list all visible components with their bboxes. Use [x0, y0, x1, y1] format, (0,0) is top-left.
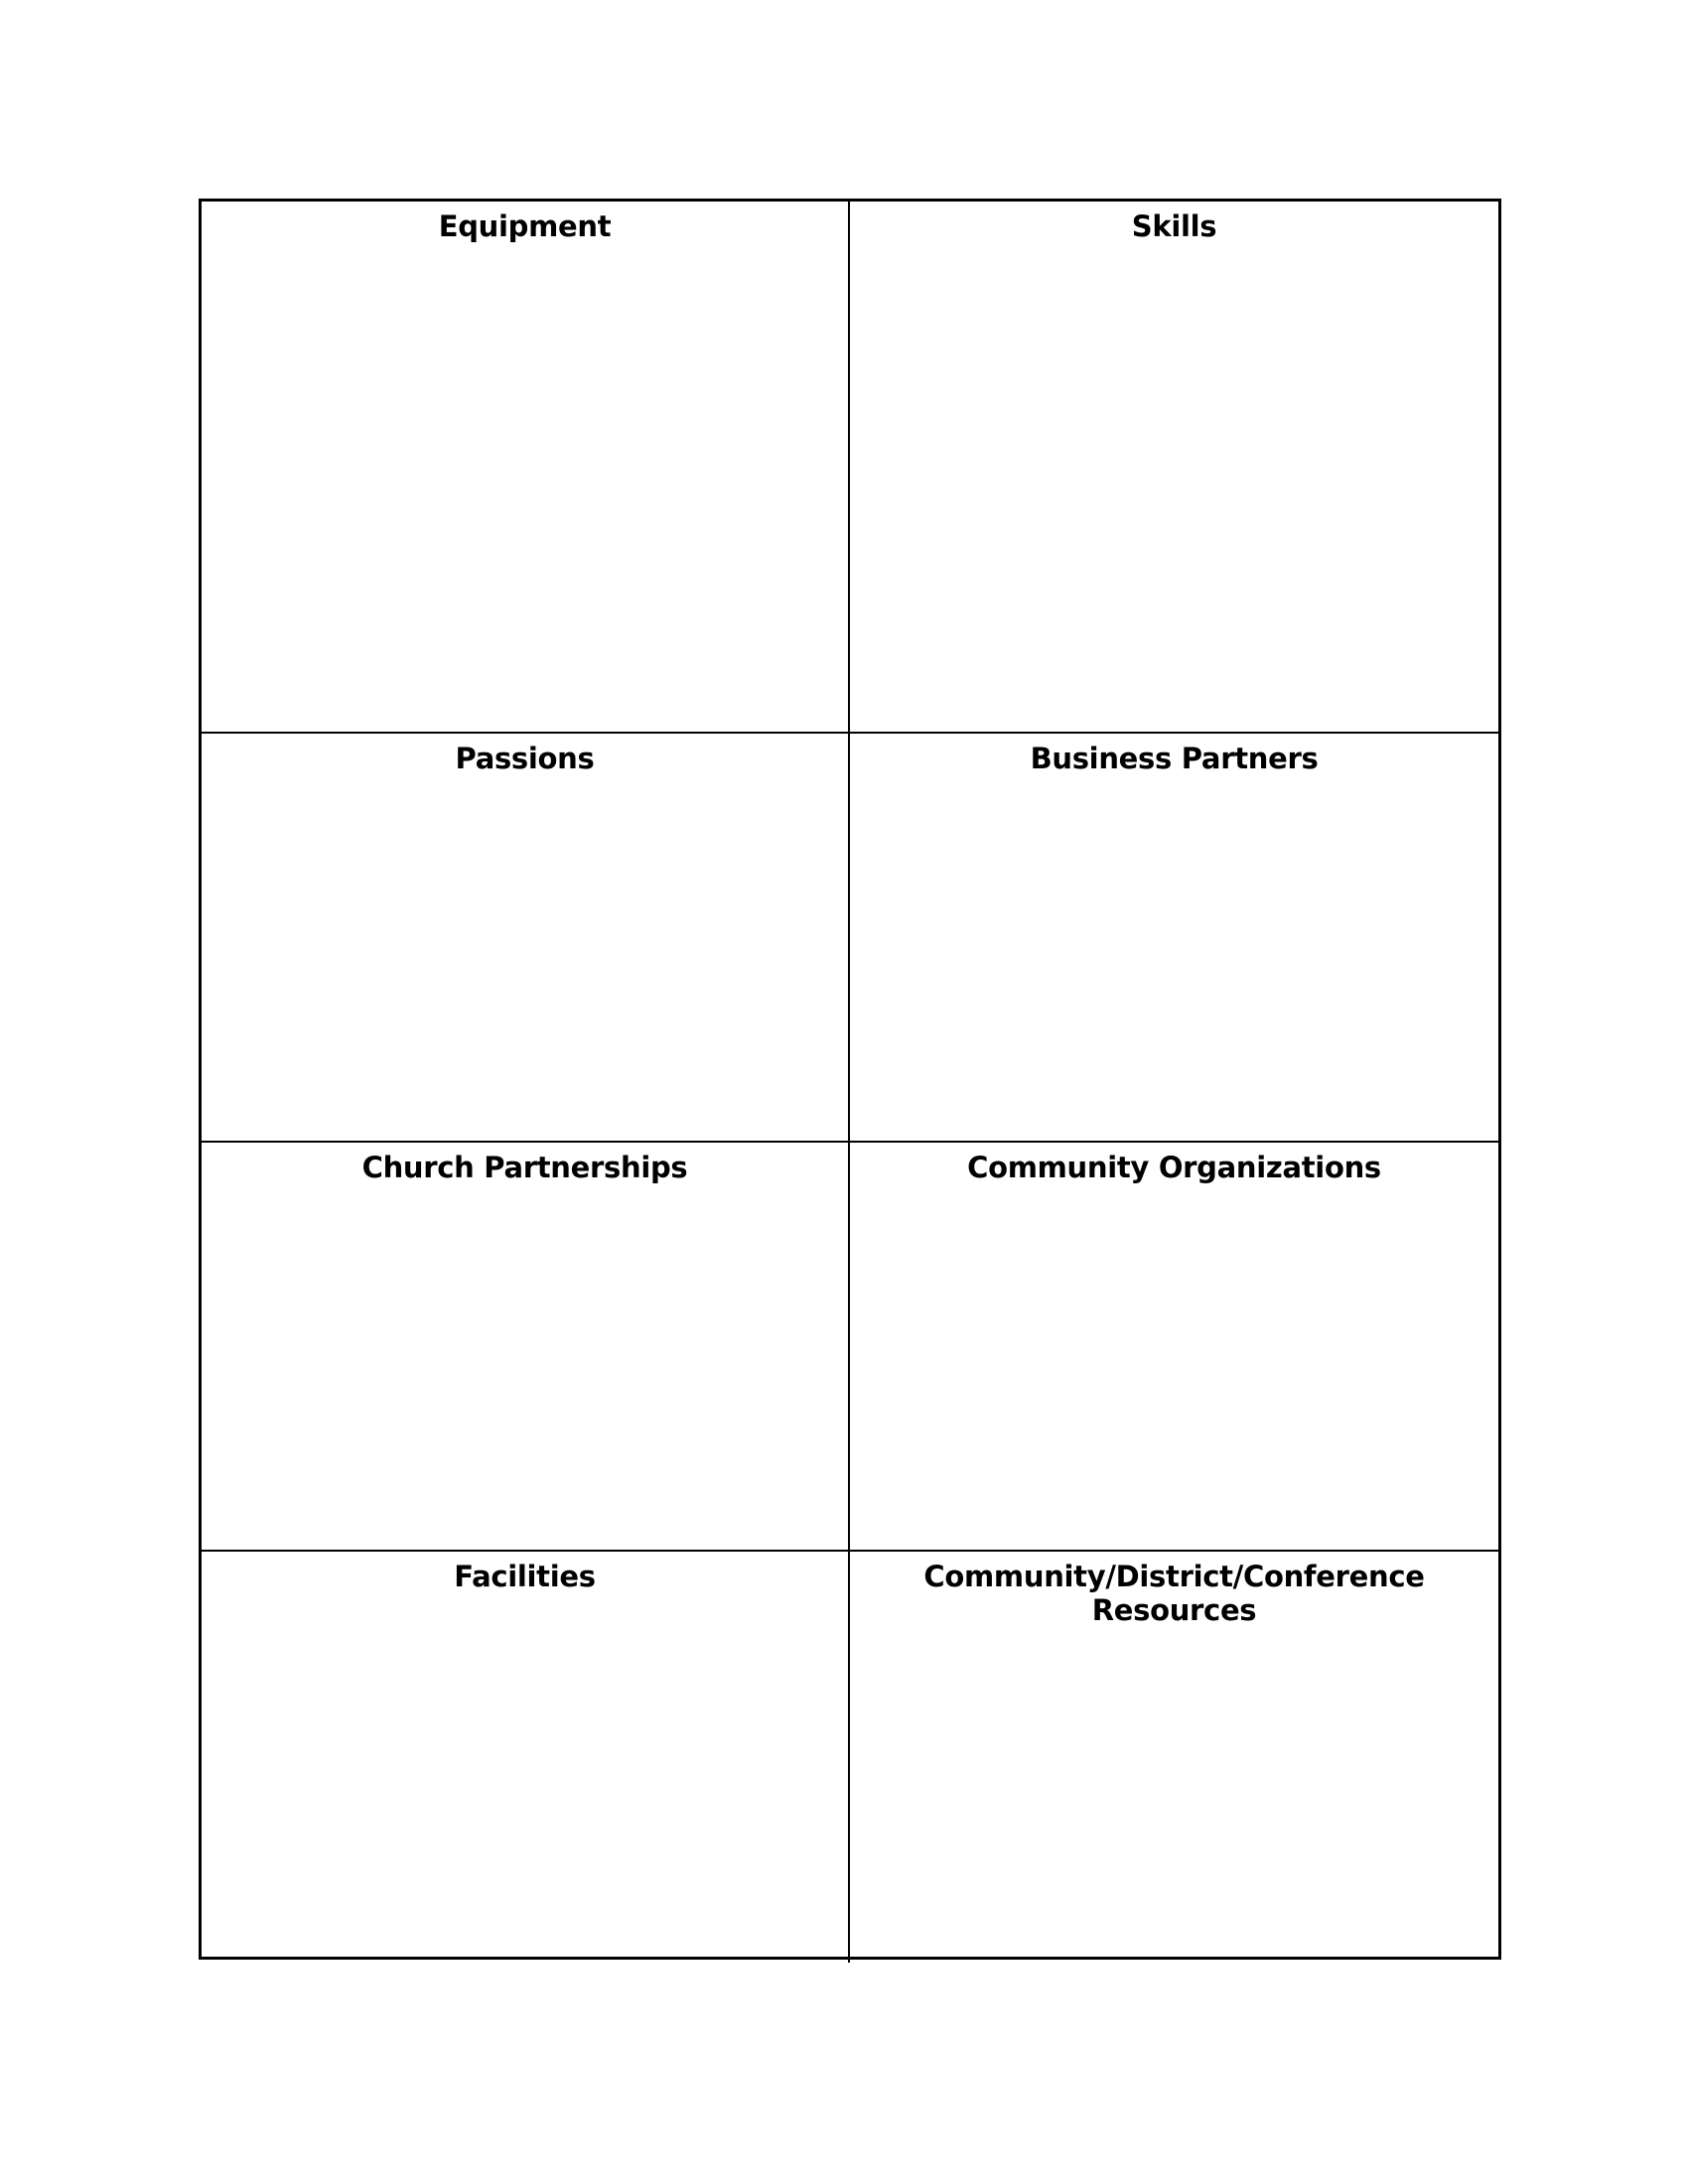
cell-title-community-organizations: Community Organizations: [967, 1151, 1381, 1184]
asset-mapping-table: [199, 199, 1501, 1960]
cell-title-business-partners: Business Partners: [1030, 742, 1319, 775]
cell-equipment: [202, 202, 850, 734]
cell-title-equipment: Equipment: [438, 209, 612, 243]
cell-business-partners: [850, 734, 1498, 1143]
cell-title-passions: Passions: [455, 742, 595, 775]
cell-community-district-conference-resources: [850, 1552, 1498, 1963]
cell-title-facilities: Facilities: [454, 1560, 596, 1593]
cell-church-partnerships: [202, 1143, 850, 1552]
cell-facilities: [202, 1552, 850, 1963]
cell-skills: [850, 202, 1498, 734]
cell-title-community-district-conference-resources: Community/District/Conference Resources: [923, 1560, 1425, 1627]
cell-community-organizations: [850, 1143, 1498, 1552]
cell-passions: [202, 734, 850, 1143]
cell-title-church-partnerships: Church Partnerships: [361, 1151, 688, 1184]
cell-title-skills: Skills: [1131, 209, 1217, 243]
